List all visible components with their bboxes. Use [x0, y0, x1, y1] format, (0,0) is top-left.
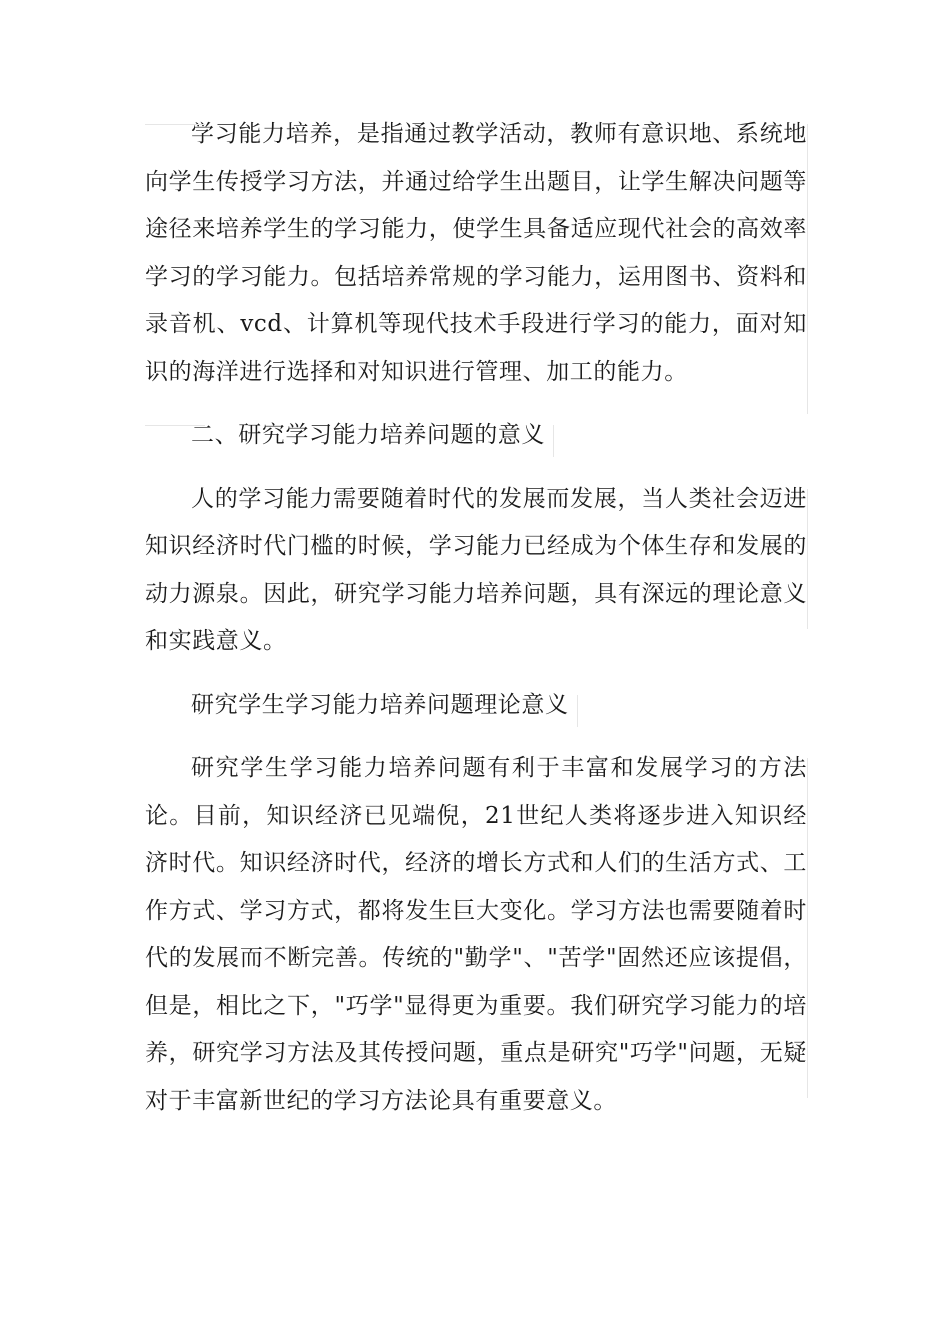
text-box-guide-right: [553, 425, 554, 457]
heading-text: 研究学生学习能力培养问题理论意义: [191, 691, 569, 718]
paragraph-significance: [145, 476, 807, 666]
heading-text: 二、研究学习能力培养问题的意义: [191, 422, 545, 448]
text-box-guide-right: [577, 695, 578, 727]
document-page: [145, 111, 807, 1125]
section-heading-significance: [145, 412, 807, 460]
paragraph-learning-ability-definition: [145, 111, 807, 396]
paragraph-text: 学习能力培养，是指通过教学活动，教师有意识地、系统地向学生传授学习方法，并通过给学生出题目，让学生解决问题等途径来培养学生的学习能力，使学生具备适应现代社会的高效率学习的学习能力。包括培养常规的学习能力，运用图书、资料和录音机、vcd、计算机等现代技术手段进行学习的能力，面对知识的海洋进行选择和对知识进行管理、加工的能力。: [145, 121, 807, 385]
text-box-guide-right: [807, 489, 808, 629]
paragraph-text: 人的学习能力需要随着时代的发展而发展，当人类社会迈进知识经济时代门槛的时候，学习能力已经成为个体生存和发展的动力源泉。因此，研究学习能力培养问题，具有深远的理论意义和实践意义。: [145, 485, 807, 654]
text-box-guide-top: [145, 425, 205, 426]
text-box-guide-top: [145, 124, 205, 125]
text-box-guide-right: [807, 758, 808, 1098]
text-box-guide-right: [807, 124, 808, 414]
paragraph-theoretical-significance: [145, 745, 807, 1125]
section-heading-theoretical-significance: [145, 682, 807, 730]
paragraph-text: 研究学生学习能力培养问题有利于丰富和发展学习的方法论。目前，知识经济已见端倪，21世纪人类将逐步进入知识经济时代。知识经济时代，经济的增长方式和人们的生活方式、工作方式、学习方式，都将发生巨大变化。学习方法也需要随着时代的发展而不断完善。传统的"勤学"、"苦学"固然还应该提倡，但是，相比之下，"巧学"显得更为重要。我们研究学习能力的培养，研究学习方法及其传授问题，重点是研究"巧学"问题，无疑对于丰富新世纪的学习方法论具有重要意义。: [145, 755, 807, 1114]
